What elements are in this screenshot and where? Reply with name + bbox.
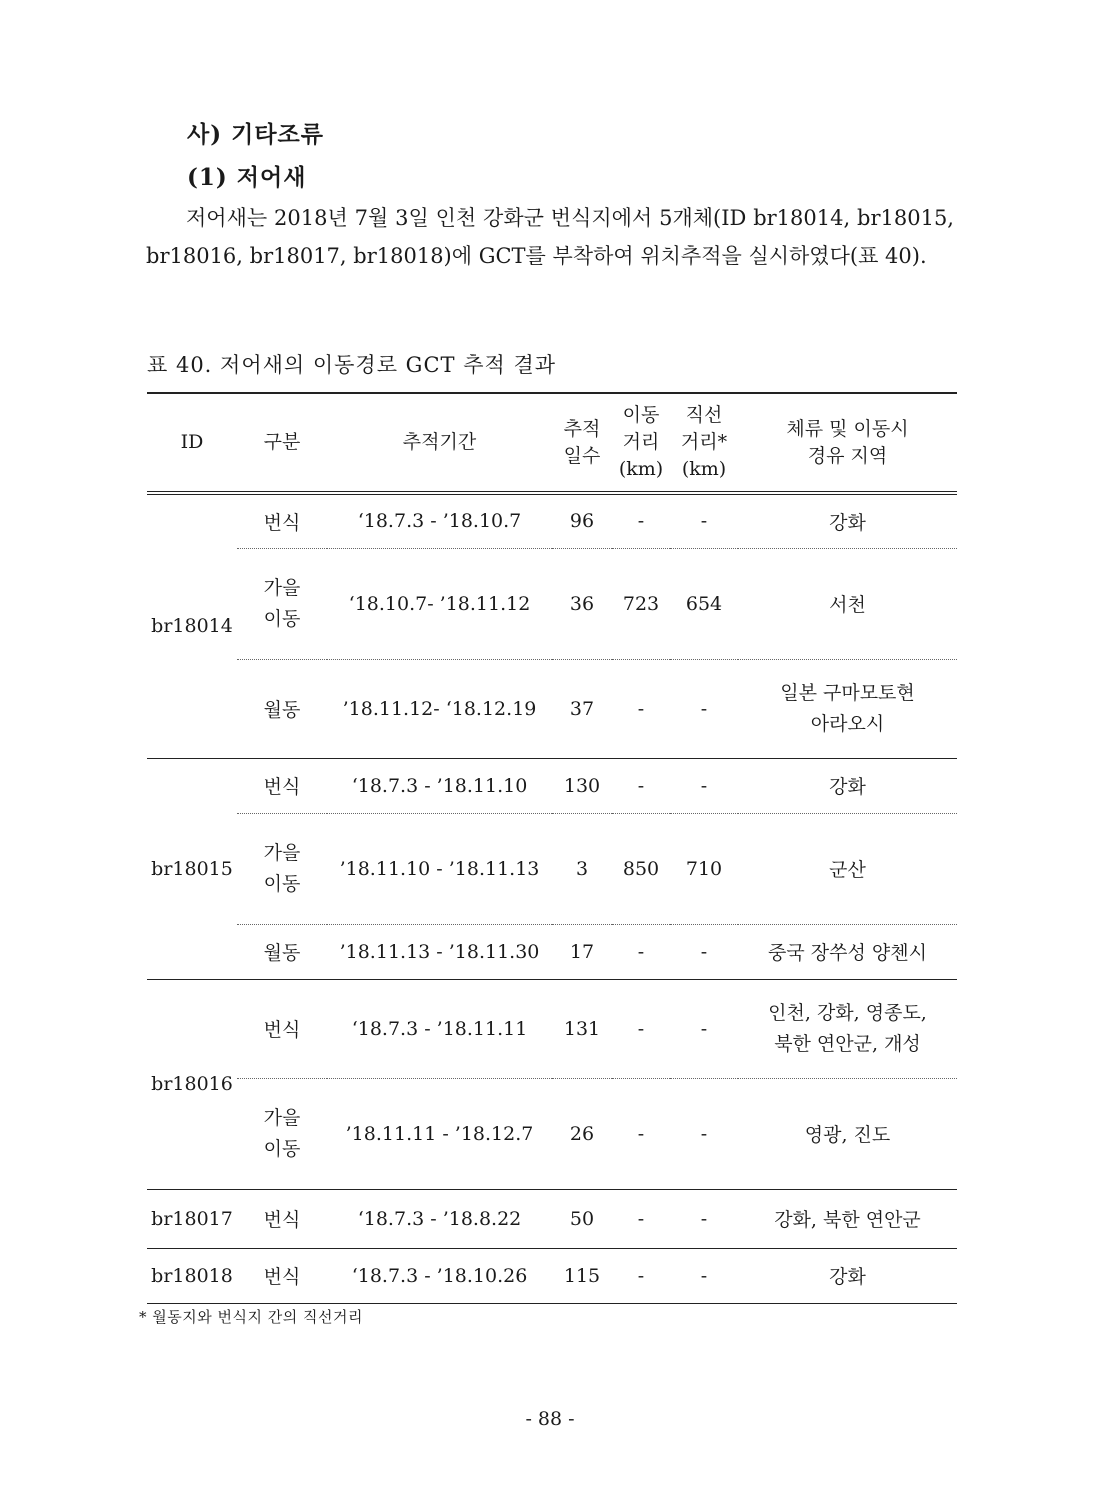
table-row [147, 924, 957, 979]
cell-region: 군산 [738, 813, 957, 924]
cell-travel: - [612, 924, 670, 979]
cell-days: 36 [552, 548, 612, 659]
cell-category: 번식 [237, 1189, 327, 1248]
cell-days: 50 [552, 1189, 612, 1248]
cell-period: ‘18.7.3 - ’18.11.10 [327, 758, 552, 813]
page-number: - 88 - [525, 1408, 575, 1430]
cell-straight: - [670, 1189, 738, 1248]
cell-days: 115 [552, 1248, 612, 1303]
table-footnote: * 월동지와 번식지 간의 직선거리 [139, 1308, 363, 1326]
cell-period: ‘18.10.7- ’18.11.12 [327, 548, 552, 659]
cell-period: ‘18.7.3 - ’18.11.11 [327, 979, 552, 1078]
cell-travel: - [612, 979, 670, 1078]
cell-straight: - [670, 1248, 738, 1303]
cell-id: br18015 [147, 758, 237, 979]
header-days: 추적 일수 [552, 393, 612, 493]
cell-straight: - [670, 1078, 738, 1189]
cell-period: ‘18.7.3 - ’18.10.7 [357, 510, 522, 533]
cell-category: 번식 [237, 1248, 327, 1303]
cell-period: ‘18.7.3 - ’18.8.22 [327, 1189, 552, 1248]
cell-period: ’18.11.12- ‘18.12.19 [327, 659, 552, 758]
table-row [147, 548, 957, 659]
header-travel-distance: 이동 거리 (km) [612, 393, 670, 493]
body-paragraph: 저어새는 2018년 7월 3일 인천 강화군 번식지에서 5개체(ID br18014, br18015, br18016, br18017, br18018)에 GCT를 부착하여 위치추적을 실시하였다(표 40). [146, 206, 954, 268]
table-row [147, 813, 957, 924]
cell-days: 3 [552, 813, 612, 924]
cell-travel: - [612, 1189, 670, 1248]
cell-straight: - [700, 510, 708, 533]
cell-region: 강화 [738, 758, 957, 813]
table-row [147, 493, 957, 548]
header-straight-distance: 직선 거리* (km) [670, 393, 738, 493]
cell-days: 37 [552, 659, 612, 758]
cell-category: 월동 [237, 924, 327, 979]
cell-region: 서천 [738, 548, 957, 659]
cell-travel: - [612, 1248, 670, 1303]
cell-days: 17 [552, 924, 612, 979]
cell-period: ‘18.7.3 - ’18.10.26 [327, 1248, 552, 1303]
cell-straight: - [670, 979, 738, 1078]
cell-travel: - [637, 510, 645, 533]
cell-category: 가을 이동 [237, 813, 327, 924]
cell-days: 96 [569, 510, 595, 533]
section-heading: 사) 기타조류 [187, 121, 324, 148]
cell-days: 130 [552, 758, 612, 813]
table-row [147, 1248, 957, 1303]
cell-region: 중국 장쑤성 양첸시 [738, 924, 957, 979]
cell-category: 번식 [237, 979, 327, 1078]
cell-period: ’18.11.13 - ’18.11.30 [327, 924, 552, 979]
cell-region: 일본 구마모토현 아라오시 [738, 659, 957, 758]
cell-id: br18016 [147, 979, 237, 1189]
table-header-row [147, 393, 957, 493]
tracking-table [147, 392, 957, 1304]
cell-region: 강화, 북한 연안군 [738, 1189, 957, 1248]
cell-travel: 850 [612, 813, 670, 924]
cell-straight: - [670, 659, 738, 758]
table-row [147, 758, 957, 813]
cell-travel: - [612, 758, 670, 813]
cell-id: br18017 [147, 1189, 237, 1248]
cell-category: 번식 [237, 758, 327, 813]
cell-id: br18014 [151, 615, 233, 638]
cell-category: 가을 이동 [237, 1078, 327, 1189]
table-row [147, 979, 957, 1078]
cell-category: 번식 [263, 511, 301, 534]
cell-travel: - [612, 659, 670, 758]
cell-period: ’18.11.11 - ’18.12.7 [327, 1078, 552, 1189]
cell-region: 영광, 진도 [738, 1078, 957, 1189]
cell-region: 인천, 강화, 영종도, 북한 연안군, 개성 [738, 979, 957, 1078]
cell-days: 131 [552, 979, 612, 1078]
cell-travel: - [612, 1078, 670, 1189]
cell-period: ’18.11.10 - ’18.11.13 [327, 813, 552, 924]
cell-region: 강화 [829, 511, 866, 534]
cell-region: 강화 [738, 1248, 957, 1303]
cell-days: 26 [552, 1078, 612, 1189]
subsection-heading: (1) 저어새 [187, 164, 307, 191]
table-caption: 표 40. 저어새의 이동경로 GCT 추적 결과 [147, 353, 557, 377]
header-period: 추적기간 [327, 393, 552, 493]
cell-id: br18018 [147, 1248, 237, 1303]
table-row [147, 1189, 957, 1248]
cell-straight: 710 [670, 813, 738, 924]
header-region: 체류 및 이동시 경유 지역 [738, 393, 957, 493]
header-category: 구분 [237, 393, 327, 493]
cell-category: 월동 [237, 659, 327, 758]
cell-straight: 654 [670, 548, 738, 659]
cell-straight: - [670, 924, 738, 979]
cell-straight: - [670, 758, 738, 813]
table-row [147, 1078, 957, 1189]
table-row [147, 659, 957, 758]
cell-travel: 723 [612, 548, 670, 659]
cell-category: 가을 이동 [237, 548, 327, 659]
header-id: ID [147, 393, 237, 493]
